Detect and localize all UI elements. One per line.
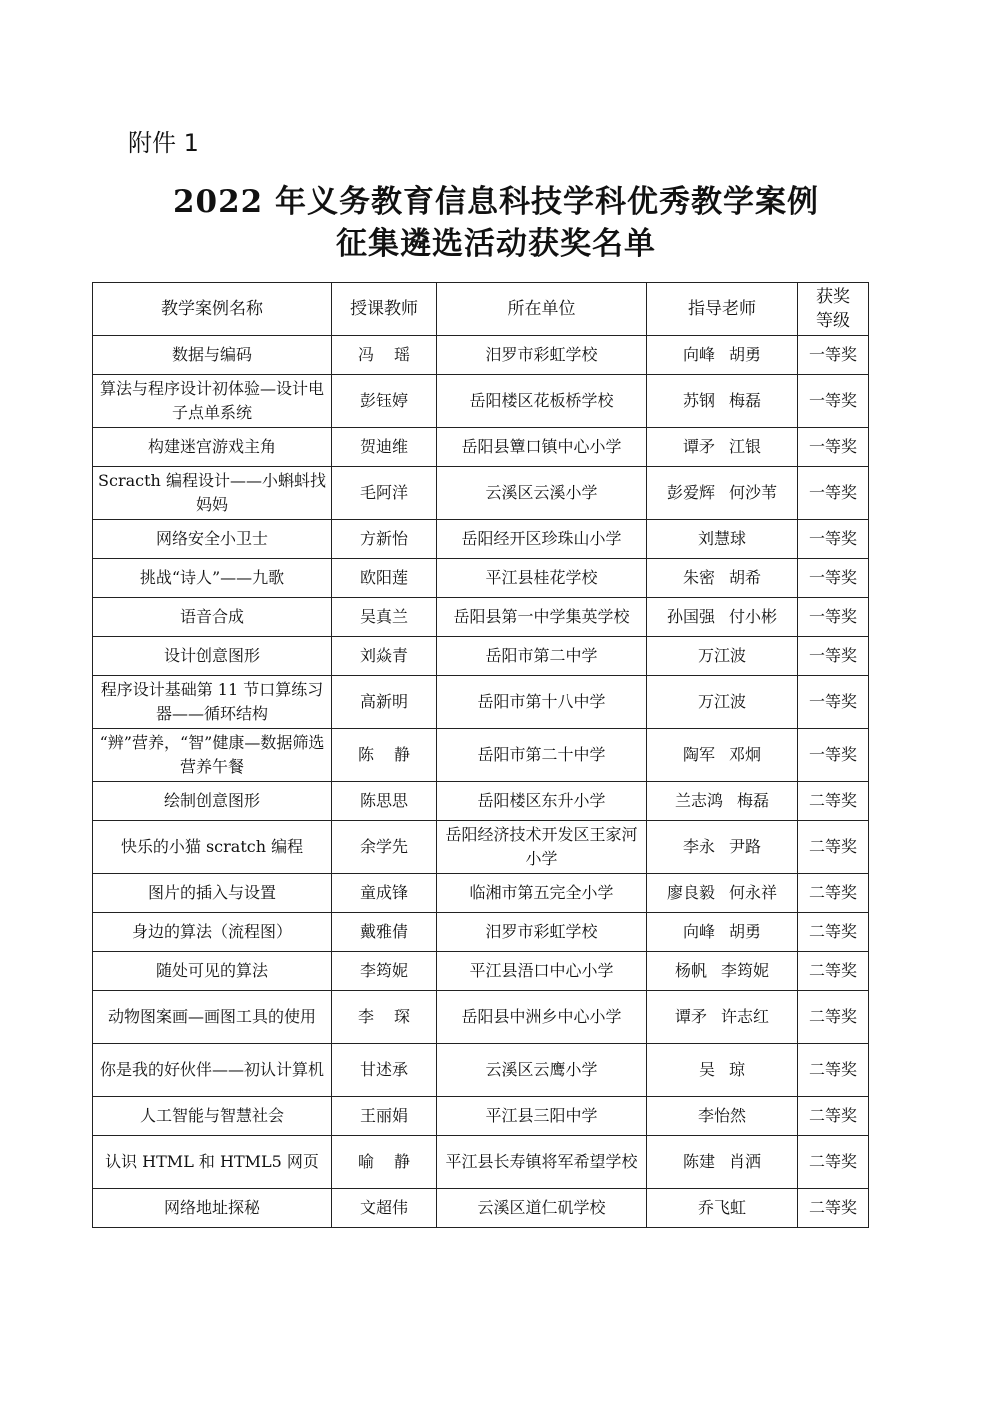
award-level-cell: 二等奖: [798, 1189, 869, 1228]
teacher-name: 高新明: [359, 692, 408, 711]
advisor-name: 琼: [729, 1060, 746, 1079]
case-name-cell: 你是我的好伙伴——初认计算机: [93, 1044, 332, 1097]
unit-cell: 岳阳楼区花板桥学校: [437, 375, 647, 428]
case-name-cell: 设计创意图形: [93, 637, 332, 676]
award-level-cell: 一等奖: [798, 729, 869, 782]
advisor-cell: [647, 952, 798, 991]
teacher-cell: [332, 467, 437, 520]
teacher-cell: [332, 598, 437, 637]
case-name-cell: 构建迷宫游戏主角: [93, 428, 332, 467]
advisor-name: 刘慧球: [697, 529, 746, 548]
case-name-cell: 人工智能与智慧社会: [93, 1097, 332, 1136]
advisor-cell: [647, 782, 798, 821]
advisor-name: 廖良毅: [666, 883, 715, 902]
table-row: [93, 1044, 869, 1097]
unit-cell: 平江县三阳中学: [437, 1097, 647, 1136]
advisor-name: 李永: [682, 837, 715, 856]
teacher-name: 王丽娟: [359, 1106, 408, 1125]
advisor-name: 谭矛: [674, 1007, 707, 1026]
award-level-cell: 一等奖: [798, 520, 869, 559]
teacher-cell: [332, 637, 437, 676]
unit-cell: 岳阳县簟口镇中心小学: [437, 428, 647, 467]
teacher-cell: [332, 874, 437, 913]
teacher-cell: [332, 520, 437, 559]
unit-cell: 汨罗市彩虹学校: [437, 336, 647, 375]
advisor-name: 肖洒: [729, 1152, 762, 1171]
table-row: [93, 520, 869, 559]
advisor-name: 胡希: [729, 568, 762, 587]
award-level-cell: 一等奖: [798, 676, 869, 729]
case-name-cell: 挑战“诗人”——九歌: [93, 559, 332, 598]
advisor-cell: [647, 821, 798, 874]
advisor-name: 梅磊: [729, 391, 762, 410]
table-header-row: [93, 283, 869, 336]
unit-cell: 岳阳楼区东升小学: [437, 782, 647, 821]
teacher-name: 欧阳莲: [359, 568, 408, 587]
award-level-cell: 二等奖: [798, 1097, 869, 1136]
header-teacher: 授课教师: [332, 283, 437, 336]
advisor-cell: [647, 428, 798, 467]
award-level-cell: 二等奖: [798, 782, 869, 821]
table-row: [93, 676, 869, 729]
case-name-cell: “辨”营养，“智”健康—数据筛选营养午餐: [93, 729, 332, 782]
unit-cell: 临湘市第五完全小学: [437, 874, 647, 913]
teacher-cell: [332, 782, 437, 821]
teacher-name: 静: [394, 1152, 411, 1171]
table-row: [93, 336, 869, 375]
teacher-cell: [332, 729, 437, 782]
attachment-label: 附件 1: [128, 129, 199, 157]
advisor-cell: [647, 1189, 798, 1228]
advisor-name: 向峰: [682, 922, 715, 941]
advisor-name: 彭爱辉: [666, 483, 715, 502]
award-level-cell: 一等奖: [798, 559, 869, 598]
table-row: [93, 821, 869, 874]
case-name-cell: 算法与程序设计初体验—设计电子点单系统: [93, 375, 332, 428]
advisor-name: 万江波: [697, 646, 746, 665]
table-row: [93, 428, 869, 467]
advisor-name: 苏钢: [682, 391, 715, 410]
teacher-name: 静: [394, 745, 411, 764]
table-row: [93, 782, 869, 821]
advisor-cell: [647, 676, 798, 729]
teacher-cell: [332, 1044, 437, 1097]
case-name-cell: 认识 HTML 和 HTML5 网页: [93, 1136, 332, 1189]
advisor-name: 何永祥: [729, 883, 778, 902]
award-level-cell: 二等奖: [798, 1136, 869, 1189]
unit-cell: 岳阳市第二中学: [437, 637, 647, 676]
award-level-cell: 一等奖: [798, 336, 869, 375]
teacher-name: 戴雅倩: [359, 922, 408, 941]
case-name-cell: 动物图案画—画图工具的使用: [93, 991, 332, 1044]
teacher-name: 琛: [394, 1007, 411, 1026]
header-award: [798, 283, 869, 336]
teacher-name: 李筠妮: [359, 961, 408, 980]
table-row: [93, 1189, 869, 1228]
table-row: [93, 729, 869, 782]
advisor-name: 朱密: [682, 568, 715, 587]
award-level-cell: 二等奖: [798, 913, 869, 952]
teacher-cell: [332, 821, 437, 874]
teacher-name: 童成锋: [359, 883, 408, 902]
advisor-name: 谭矛: [682, 437, 715, 456]
advisor-name: 杨帆: [674, 961, 707, 980]
teacher-cell: [332, 1189, 437, 1228]
case-name-cell: 快乐的小猫 scratch 编程: [93, 821, 332, 874]
table-row: [93, 874, 869, 913]
case-name-cell: 图片的插入与设置: [93, 874, 332, 913]
advisor-cell: [647, 729, 798, 782]
awards-table: [92, 282, 869, 1228]
table-row: [93, 467, 869, 520]
unit-cell: 云溪区云鹰小学: [437, 1044, 647, 1097]
unit-cell: 岳阳经济技术开发区王家河小学: [437, 821, 647, 874]
advisor-name: 兰志鸿: [674, 791, 723, 810]
advisor-cell: [647, 375, 798, 428]
advisor-name: 李筠妮: [721, 961, 770, 980]
award-level-cell: 一等奖: [798, 598, 869, 637]
teacher-cell: [332, 913, 437, 952]
unit-cell: 云溪区道仁矶学校: [437, 1189, 647, 1228]
advisor-cell: [647, 467, 798, 520]
advisor-cell: [647, 559, 798, 598]
case-name-cell: 网络地址探秘: [93, 1189, 332, 1228]
advisor-name: 万江波: [697, 692, 746, 711]
teacher-name: 李: [357, 1007, 374, 1026]
unit-cell: 岳阳经开区珍珠山小学: [437, 520, 647, 559]
advisor-name: 尹路: [729, 837, 762, 856]
header-case-name: 教学案例名称: [93, 283, 332, 336]
teacher-name: 甘述承: [359, 1060, 408, 1079]
award-level-cell: 一等奖: [798, 428, 869, 467]
table-row: [93, 559, 869, 598]
unit-cell: 平江县长寿镇将军希望学校: [437, 1136, 647, 1189]
advisor-name: 向峰: [682, 345, 715, 364]
table-row: [93, 913, 869, 952]
advisor-cell: [647, 874, 798, 913]
teacher-cell: [332, 676, 437, 729]
table-row: [93, 991, 869, 1044]
unit-cell: 汨罗市彩虹学校: [437, 913, 647, 952]
case-name-cell: 身边的算法（流程图）: [93, 913, 332, 952]
advisor-cell: [647, 1136, 798, 1189]
unit-cell: 岳阳县第一中学集英学校: [437, 598, 647, 637]
advisor-cell: [647, 520, 798, 559]
case-name-cell: 随处可见的算法: [93, 952, 332, 991]
teacher-name: 彭钰婷: [359, 391, 408, 410]
teacher-name: 陈: [357, 745, 374, 764]
teacher-name: 喻: [357, 1152, 374, 1171]
award-level-cell: 一等奖: [798, 375, 869, 428]
unit-cell: 岳阳市第十八中学: [437, 676, 647, 729]
advisor-name: 乔飞虹: [697, 1198, 746, 1217]
advisor-name: 邓炯: [729, 745, 762, 764]
advisor-cell: [647, 637, 798, 676]
unit-cell: 平江县桂花学校: [437, 559, 647, 598]
case-name-cell: Scracth 编程设计——小蝌蚪找妈妈: [93, 467, 332, 520]
header-award-line-1: 获奖: [816, 287, 850, 307]
teacher-cell: [332, 952, 437, 991]
table-row: [93, 637, 869, 676]
unit-cell: 岳阳县中洲乡中心小学: [437, 991, 647, 1044]
unit-cell: 岳阳市第二十中学: [437, 729, 647, 782]
case-name-cell: 绘制创意图形: [93, 782, 332, 821]
advisor-name: 孙国强: [666, 607, 715, 626]
unit-cell: 云溪区云溪小学: [437, 467, 647, 520]
award-level-cell: 二等奖: [798, 821, 869, 874]
advisor-cell: [647, 991, 798, 1044]
advisor-name: 胡勇: [729, 922, 762, 941]
advisor-name: 付小彬: [729, 607, 778, 626]
advisor-name: 吴: [698, 1060, 715, 1079]
advisor-cell: [647, 913, 798, 952]
award-level-cell: 二等奖: [798, 952, 869, 991]
advisor-name: 许志红: [721, 1007, 770, 1026]
case-name-cell: 数据与编码: [93, 336, 332, 375]
teacher-name: 方新怡: [359, 529, 408, 548]
table-row: [93, 1097, 869, 1136]
advisor-cell: [647, 1097, 798, 1136]
table-row: [93, 598, 869, 637]
advisor-name: 陶军: [682, 745, 715, 764]
award-level-cell: 一等奖: [798, 637, 869, 676]
advisor-name: 李怡然: [697, 1106, 746, 1125]
teacher-cell: [332, 428, 437, 467]
document-title-line-2: 征集遴选活动获奖名单: [336, 226, 656, 262]
advisor-name: 江银: [729, 437, 762, 456]
header-advisor: 指导老师: [647, 283, 798, 336]
advisor-cell: [647, 336, 798, 375]
advisor-name: 梅磊: [737, 791, 770, 810]
teacher-name: 吴真兰: [359, 607, 408, 626]
header-unit: 所在单位: [437, 283, 647, 336]
document-title-line-1: 2022 年义务教育信息科技学科优秀教学案例: [172, 184, 820, 220]
advisor-name: 胡勇: [729, 345, 762, 364]
teacher-name: 陈思思: [359, 791, 408, 810]
table-row: [93, 375, 869, 428]
advisor-name: 何沙苇: [729, 483, 778, 502]
case-name-cell: 程序设计基础第 11 节口算练习器——循环结构: [93, 676, 332, 729]
teacher-name: 余学先: [359, 837, 408, 856]
teacher-name: 冯: [357, 345, 374, 364]
advisor-cell: [647, 1044, 798, 1097]
advisor-cell: [647, 598, 798, 637]
award-level-cell: 二等奖: [798, 991, 869, 1044]
award-level-cell: 二等奖: [798, 1044, 869, 1097]
teacher-name: 贺迪维: [359, 437, 408, 456]
case-name-cell: 网络安全小卫士: [93, 520, 332, 559]
teacher-cell: [332, 1136, 437, 1189]
teacher-name: 文超伟: [359, 1198, 408, 1217]
teacher-name: 毛阿洋: [359, 483, 408, 502]
header-award-line-2: 等级: [816, 311, 850, 331]
advisor-name: 陈建: [682, 1152, 715, 1171]
teacher-cell: [332, 1097, 437, 1136]
teacher-cell: [332, 375, 437, 428]
award-level-cell: 二等奖: [798, 874, 869, 913]
teacher-cell: [332, 559, 437, 598]
case-name-cell: 语音合成: [93, 598, 332, 637]
teacher-cell: [332, 336, 437, 375]
table-row: [93, 1136, 869, 1189]
teacher-name: 瑶: [394, 345, 411, 364]
teacher-cell: [332, 991, 437, 1044]
unit-cell: 平江县浯口中心小学: [437, 952, 647, 991]
table-row: [93, 952, 869, 991]
award-level-cell: 一等奖: [798, 467, 869, 520]
teacher-name: 刘焱青: [359, 646, 408, 665]
